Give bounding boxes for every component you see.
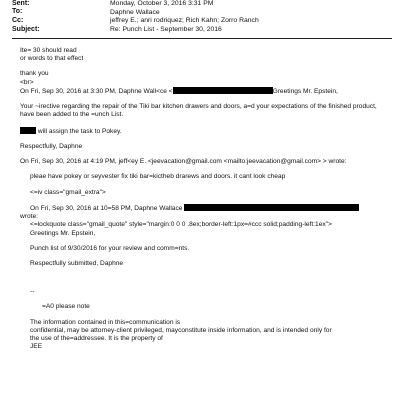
quote-header (20, 87, 392, 96)
redaction-block (173, 87, 273, 94)
body-paragraph: Your ~irective regarding the repair of the Tiki bar kitchen drawers and doors, a=d your expectations of the finished product, have been added to the =unch List. (20, 103, 377, 119)
quote-header-text: On Fri, Sep 30, 2016 at 10=58 PM, Daphne Wallace (30, 204, 183, 212)
sent-value: Monday, October 3, 2016 3:31 PM (110, 0, 214, 8)
to-value: Daphne Wallace (110, 8, 160, 16)
sent-row (12, 0, 392, 9)
body-line: Ite= 30 should read (20, 47, 77, 54)
greeting: Greetings Mr. Epstein, (30, 229, 96, 237)
assign-text: will assign the task to Pokey. (37, 127, 122, 135)
body-line: =A0 please note (42, 303, 90, 311)
wrote-line: wrote: (20, 213, 38, 221)
disclaimer-line: confidential, may be attorney-client privileged, mayconstitute inside information, and is intended only for (30, 326, 332, 334)
header-divider (12, 38, 392, 39)
separator: -- (30, 288, 35, 296)
body-line: thank you (20, 70, 49, 78)
assign-line (20, 127, 392, 136)
body-line: or words to that effect (20, 55, 84, 63)
cc-row (12, 17, 392, 26)
quote-header (20, 204, 392, 213)
greeting: Greetings Mr. Epstein, (272, 87, 338, 95)
request-line: pleae have pokey or seyvester fix tiki bar=kictheb drarews and doors. it cant look cheap (30, 173, 286, 181)
body-line: <br> (20, 78, 34, 86)
redaction-block (20, 127, 36, 134)
cc-label: Cc: (12, 17, 24, 25)
redaction-block (184, 204, 359, 211)
to-row (12, 9, 392, 18)
signoff: Respectfully submitted, Daphne (30, 259, 124, 267)
quote-header: On Fri, Sep 30, 2016 at 4:19 PM, jeff<ey E. <jeevacation@gmail.com <mailto:jeevacation@gmail.com> > wrote: (20, 158, 347, 166)
cc-value: jeffrey E.; anri rodriquez; Rich Kahn; Zorro Ranch (110, 17, 259, 25)
to-label: To: (12, 8, 23, 16)
quote-header-text: On Fri, Sep 30, 2016 at 3:30 PM, Daphne Wall<ce < (20, 87, 173, 95)
subject-row (12, 26, 392, 35)
disclaimer-line: The information contained in this=communication is (30, 318, 181, 326)
subject-label: Subject: (12, 25, 40, 33)
email-header (12, 0, 392, 34)
subject-value: Re: Punch List - September 30, 2016 (110, 25, 222, 33)
body-line: Punch list of 9/30/2016 for your review and comm=nts. (30, 244, 190, 252)
sent-label: Sent: (12, 0, 30, 7)
html-fragment: <=iv class="gmail_extra"> (30, 188, 106, 196)
disclaimer-line: JEE (30, 343, 43, 351)
signoff: Respectfully, Daphne (20, 142, 83, 150)
email-body (20, 47, 392, 352)
html-fragment: <=lockquote class="gmail_quote" style="margin:0 0 0 .8ex;border-left:1px=#ccc solid;padding-left:1ex"> (30, 221, 332, 229)
disclaimer-line: the use of the=addressee. It is the property of (30, 335, 163, 343)
